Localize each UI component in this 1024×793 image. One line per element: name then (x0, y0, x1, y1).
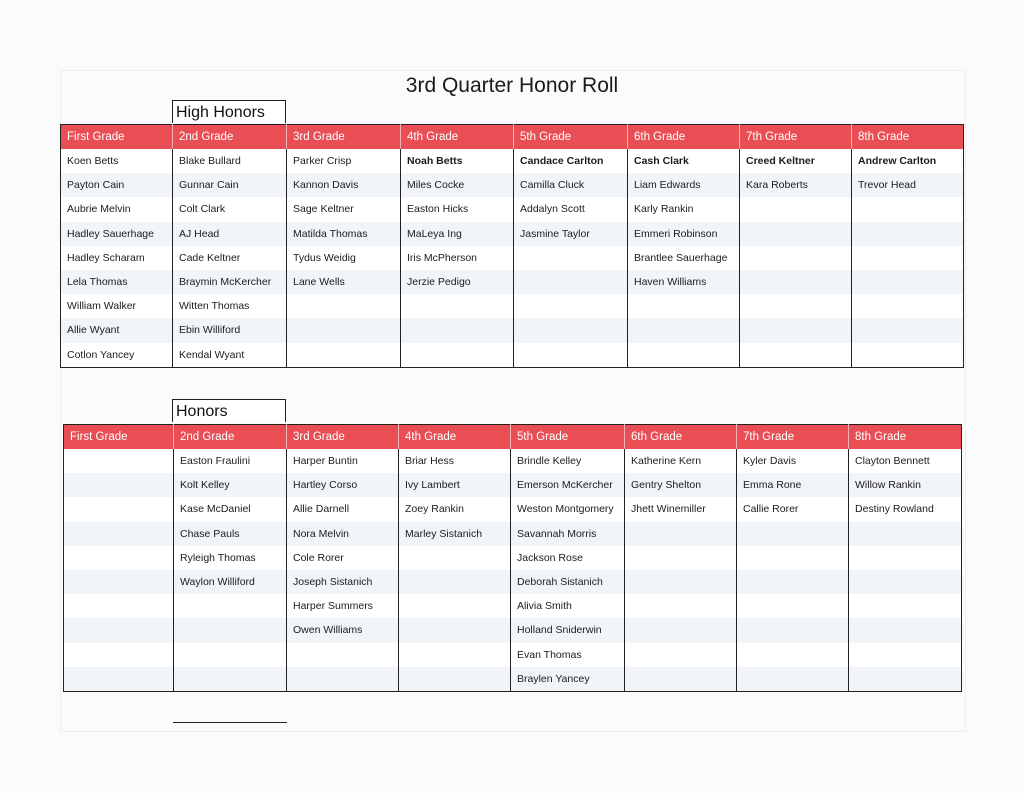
student-name-cell: Kolt Kelley (174, 473, 287, 497)
student-name-cell (399, 643, 511, 667)
table-row (64, 546, 962, 570)
table-row (64, 594, 962, 618)
student-name-cell: Kendal Wyant (173, 343, 287, 368)
student-name-cell (849, 546, 962, 570)
student-name-cell: Owen Williams (287, 618, 399, 642)
student-name-cell (514, 270, 628, 294)
student-name-cell (64, 618, 174, 642)
student-name-cell (852, 246, 964, 270)
student-name-cell (737, 618, 849, 642)
student-name-cell (64, 667, 174, 692)
column-header: 7th Grade (737, 425, 849, 450)
student-name-cell (64, 473, 174, 497)
student-name-cell: Destiny Rowland (849, 497, 962, 521)
student-name-cell: Braylen Yancey (511, 667, 625, 692)
student-name-cell: Witten Thomas (173, 294, 287, 318)
student-name-cell: Nora Melvin (287, 522, 399, 546)
student-name-cell: Emerson McKercher (511, 473, 625, 497)
student-name-cell: Deborah Sistanich (511, 570, 625, 594)
student-name-cell: Callie Rorer (737, 497, 849, 521)
student-name-cell: Kase McDaniel (174, 497, 287, 521)
student-name-cell: Ivy Lambert (399, 473, 511, 497)
student-name-cell (64, 449, 174, 473)
student-name-cell (514, 294, 628, 318)
student-name-cell: Kara Roberts (740, 173, 852, 197)
student-name-cell (399, 667, 511, 692)
column-header: 4th Grade (401, 125, 514, 150)
student-name-cell (514, 343, 628, 368)
student-name-cell (737, 643, 849, 667)
student-name-cell (625, 522, 737, 546)
student-name-cell: Easton Hicks (401, 197, 514, 221)
student-name-cell (64, 643, 174, 667)
table-row (64, 643, 962, 667)
student-name-cell: Kannon Davis (287, 173, 401, 197)
student-name-cell: Gentry Shelton (625, 473, 737, 497)
student-name-cell: Evan Thomas (511, 643, 625, 667)
student-name-cell (628, 343, 740, 368)
column-header: 2nd Grade (174, 425, 287, 450)
student-name-cell (287, 318, 401, 342)
student-name-cell (64, 546, 174, 570)
student-name-cell (625, 618, 737, 642)
student-name-cell: Lela Thomas (61, 270, 173, 294)
student-name-cell (737, 546, 849, 570)
student-name-cell (399, 546, 511, 570)
student-name-cell: Joseph Sistanich (287, 570, 399, 594)
student-name-cell (737, 667, 849, 692)
student-name-cell: Jackson Rose (511, 546, 625, 570)
student-name-cell (740, 294, 852, 318)
student-name-cell: Katherine Kern (625, 449, 737, 473)
student-name-cell (64, 570, 174, 594)
student-name-cell: Jasmine Taylor (514, 222, 628, 246)
student-name-cell (737, 570, 849, 594)
student-name-cell: Cade Keltner (173, 246, 287, 270)
student-name-cell (287, 643, 399, 667)
student-name-cell: Brindle Kelley (511, 449, 625, 473)
student-name-cell: Noah Betts (401, 149, 514, 173)
student-name-cell (849, 522, 962, 546)
student-name-cell (852, 222, 964, 246)
table-row (64, 473, 962, 497)
table-row (61, 270, 964, 294)
table-row (64, 667, 962, 692)
honors-label: Honors (172, 399, 286, 422)
column-header: 6th Grade (628, 125, 740, 150)
student-name-cell (625, 643, 737, 667)
student-name-cell: Parker Crisp (287, 149, 401, 173)
student-name-cell: Camilla Cluck (514, 173, 628, 197)
student-name-cell (401, 343, 514, 368)
student-name-cell (64, 594, 174, 618)
student-name-cell (64, 522, 174, 546)
table-row (61, 197, 964, 221)
high-honors-table (60, 124, 964, 368)
student-name-cell: MaLeya Ing (401, 222, 514, 246)
student-name-cell: Cole Rorer (287, 546, 399, 570)
table-row (61, 222, 964, 246)
student-name-cell (852, 343, 964, 368)
student-name-cell: Aubrie Melvin (61, 197, 173, 221)
table-row (61, 318, 964, 342)
student-name-cell: Braymin McKercher (173, 270, 287, 294)
column-header: 6th Grade (625, 425, 737, 450)
student-name-cell: Ryleigh Thomas (174, 546, 287, 570)
student-name-cell (287, 294, 401, 318)
table-row (64, 570, 962, 594)
student-name-cell: Willow Rankin (849, 473, 962, 497)
student-name-cell (740, 197, 852, 221)
student-name-cell (399, 570, 511, 594)
header-row (64, 425, 962, 450)
student-name-cell (625, 594, 737, 618)
student-name-cell (174, 667, 287, 692)
student-name-cell: Gunnar Cain (173, 173, 287, 197)
student-name-cell (737, 522, 849, 546)
column-header: 2nd Grade (173, 125, 287, 150)
student-name-cell: Andrew Carlton (852, 149, 964, 173)
student-name-cell: Alivia Smith (511, 594, 625, 618)
student-name-cell (852, 197, 964, 221)
student-name-cell: Trevor Head (852, 173, 964, 197)
student-name-cell: Iris McPherson (401, 246, 514, 270)
table-row (64, 449, 962, 473)
student-name-cell (287, 343, 401, 368)
student-name-cell (740, 246, 852, 270)
student-name-cell (628, 294, 740, 318)
student-name-cell: Harper Summers (287, 594, 399, 618)
student-name-cell: Weston Montgomery (511, 497, 625, 521)
student-name-cell: Colt Clark (173, 197, 287, 221)
student-name-cell: Karly Rankin (628, 197, 740, 221)
student-name-cell (740, 318, 852, 342)
student-name-cell: Briar Hess (399, 449, 511, 473)
student-name-cell (401, 294, 514, 318)
column-header: 4th Grade (399, 425, 511, 450)
column-header: 5th Grade (514, 125, 628, 150)
table-row (64, 497, 962, 521)
student-name-cell: Allie Wyant (61, 318, 173, 342)
column-header: 8th Grade (849, 425, 962, 450)
student-name-cell: Sage Keltner (287, 197, 401, 221)
student-name-cell (849, 570, 962, 594)
student-name-cell (737, 594, 849, 618)
student-name-cell: Liam Edwards (628, 173, 740, 197)
student-name-cell: Waylon Williford (174, 570, 287, 594)
high-honors-label: High Honors (172, 100, 286, 123)
student-name-cell (399, 594, 511, 618)
student-name-cell: Payton Cain (61, 173, 173, 197)
student-name-cell (849, 618, 962, 642)
student-name-cell (514, 318, 628, 342)
student-name-cell: Haven Williams (628, 270, 740, 294)
student-name-cell: Emmeri Robinson (628, 222, 740, 246)
student-name-cell: Candace Carlton (514, 149, 628, 173)
student-name-cell: AJ Head (173, 222, 287, 246)
column-header: 8th Grade (852, 125, 964, 150)
student-name-cell: Chase Pauls (174, 522, 287, 546)
student-name-cell (852, 294, 964, 318)
student-name-cell (174, 594, 287, 618)
student-name-cell: Brantlee Sauerhage (628, 246, 740, 270)
student-name-cell (625, 570, 737, 594)
student-name-cell (740, 222, 852, 246)
column-header: 3rd Grade (287, 425, 399, 450)
student-name-cell (625, 546, 737, 570)
table-row (64, 522, 962, 546)
student-name-cell: William Walker (61, 294, 173, 318)
student-name-cell (740, 270, 852, 294)
student-name-cell: Addalyn Scott (514, 197, 628, 221)
student-name-cell: Clayton Bennett (849, 449, 962, 473)
student-name-cell: Hartley Corso (287, 473, 399, 497)
student-name-cell: Easton Fraulini (174, 449, 287, 473)
signature-line (173, 722, 287, 723)
column-header: 5th Grade (511, 425, 625, 450)
student-name-cell: Koen Betts (61, 149, 173, 173)
student-name-cell (740, 343, 852, 368)
student-name-cell: Allie Darnell (287, 497, 399, 521)
table-row (61, 173, 964, 197)
student-name-cell: Creed Keltner (740, 149, 852, 173)
student-name-cell (628, 318, 740, 342)
honors-table (63, 424, 962, 692)
table-row (61, 294, 964, 318)
student-name-cell: Harper Buntin (287, 449, 399, 473)
student-name-cell (399, 618, 511, 642)
table-row (61, 149, 964, 173)
student-name-cell (849, 643, 962, 667)
student-name-cell: Miles Cocke (401, 173, 514, 197)
student-name-cell: Kyler Davis (737, 449, 849, 473)
page-title: 3rd Quarter Honor Roll (405, 74, 619, 97)
student-name-cell: Matilda Thomas (287, 222, 401, 246)
student-name-cell: Marley Sistanich (399, 522, 511, 546)
student-name-cell: Hadley Scharam (61, 246, 173, 270)
student-name-cell: Lane Wells (287, 270, 401, 294)
column-header: 7th Grade (740, 125, 852, 150)
student-name-cell: Blake Bullard (173, 149, 287, 173)
student-name-cell: Emma Rone (737, 473, 849, 497)
header-row (61, 125, 964, 150)
student-name-cell: Holland Sniderwin (511, 618, 625, 642)
student-name-cell (287, 667, 399, 692)
student-name-cell (174, 618, 287, 642)
table-row (61, 343, 964, 368)
student-name-cell: Cotlon Yancey (61, 343, 173, 368)
student-name-cell: Savannah Morris (511, 522, 625, 546)
column-header: 3rd Grade (287, 125, 401, 150)
table-row (61, 246, 964, 270)
student-name-cell: Hadley Sauerhage (61, 222, 173, 246)
student-name-cell (64, 497, 174, 521)
student-name-cell (625, 667, 737, 692)
student-name-cell: Jerzie Pedigo (401, 270, 514, 294)
table-row (64, 618, 962, 642)
student-name-cell: Zoey Rankin (399, 497, 511, 521)
student-name-cell (174, 643, 287, 667)
student-name-cell: Tydus Weidig (287, 246, 401, 270)
student-name-cell (849, 667, 962, 692)
student-name-cell: Cash Clark (628, 149, 740, 173)
student-name-cell: Jhett Winemiller (625, 497, 737, 521)
student-name-cell (852, 270, 964, 294)
student-name-cell (401, 318, 514, 342)
student-name-cell (849, 594, 962, 618)
student-name-cell (514, 246, 628, 270)
column-header: First Grade (64, 425, 174, 450)
student-name-cell: Ebin Williford (173, 318, 287, 342)
student-name-cell (852, 318, 964, 342)
column-header: First Grade (61, 125, 173, 150)
